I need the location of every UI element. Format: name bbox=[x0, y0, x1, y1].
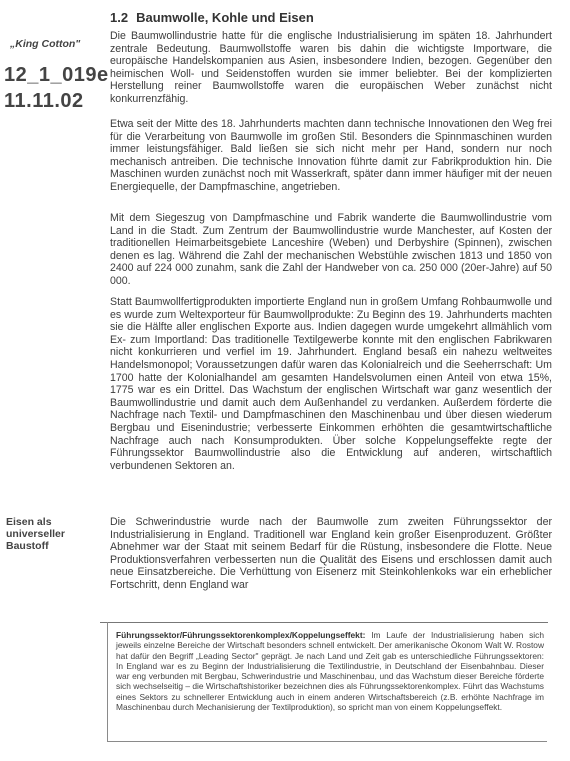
paragraph-2: Etwa seit der Mitte des 18. Jahrhunderts machten dann technische Innovationen den Weg frei für die Verarbeitung von Baumwolle im großen Stil. Besonders die Spinnmaschinen wurden immer leistungsfähiger. Bald ließen sie sich nicht mehr per Hand, sondern nur noch mechanisch antreiben. Die technische Innovation führte damit zur Fabrikproduktion hin. Die Maschinen wurden zunächst noch mit Wasserkraft, später dann immer häufiger mit der neuen Energiequelle, der Dampfmaschine, angetrieben. bbox=[110, 118, 552, 193]
stamp-code: 12_1_019e bbox=[4, 64, 109, 86]
section-number: 1.2 bbox=[110, 10, 129, 25]
definition-box-text bbox=[116, 630, 544, 712]
margin-note-eisen-line-2: universeller bbox=[6, 528, 65, 540]
margin-note-eisen-line-3: Baustoff bbox=[6, 540, 49, 552]
section-title: Baumwolle, Kohle und Eisen bbox=[136, 10, 314, 25]
margin-note-eisen-line-1: Eisen als bbox=[6, 516, 52, 528]
paragraph-4: Statt Baumwollfertigprodukten importierte England nun in großem Umfang Rohbaumwolle und es wurde zum Weltexporteur für Baumwollprodukte: Zu Beginn des 19. Jahrhunderts machten sie die Hälfte aller englischen Exporte aus. Indien dagegen wurde umgekehrt allmählich vom Ex- zum Importland: Das traditionelle Textilgewerbe konnte mit den englischen Fabrikwaren nicht konkurrieren und verfiel im 19. Jahrhundert. England besaß ein nahezu weltweites Handelsmonopol; Voraussetzungen dafür waren das Kolonialreich und die Seeherrschaft: Um 1700 hatte der Kolonialhandel am gesamten Handelsvolumen einen Anteil von etwa 15%, 1775 war es ein Drittel. Das Wachstum der englischen Wirtschaft war ganz wesentlich der Baumwollindustrie und damit auch dem Außenhandel zu verdanken. Außerdem förderte die Nachfrage nach Textil- und Dampfmaschinen den Maschinenbau und über diesen wiederum Bergbau und Eisenindustrie; verbesserte Einkommen erhöhten die gesamtwirtschaftliche Nachfrage auch nach Konsumprodukten. Über solche Koppelungseffekte regte der Führungssektor Baumwollindustrie also die Entwicklung auf anderen, wirtschaftlich verbundenen Sektoren an. bbox=[110, 296, 552, 472]
paragraph-3: Mit dem Siegeszug von Dampfmaschine und Fabrik wanderte die Baumwollindustrie vom Land in die Stadt. Zum Zentrum der Baumwollindustrie wurde Manchester, auf Kosten der traditionellen Heimarbeitsgebiete Lanceshire (Weben) und Derbyshire (Spinnen), zwischen denen es lag. Während die Zahl der mechanischen Webstühle zwischen 1813 und 1850 von 2400 auf 224 000 zunahm, sank die Zahl der Handweber von ca. 250 000 (20er-Jahre) auf 50 000. bbox=[110, 212, 552, 287]
stamp-date: 11.11.02 bbox=[4, 90, 84, 112]
margin-note-king-cotton: „King Cotton" bbox=[10, 38, 81, 50]
margin-note-eisen bbox=[6, 516, 65, 552]
definition-body: Im Laufe der Industrialisierung haben sich jeweils einzelne Bereiche der Wirtschaft besonders schnell entwickelt. Der amerikanische Ökonom Walt W. Rostow hat dafür den Begriff „Leading Sector" geprägt. Je nach Land und Zeit gab es unterschiedliche Führungssektoren: In England war es zu Beginn der Industrialisierung die Textilindustrie, in Deutschland der Eisenbahnbau. Dieser war eng verbunden mit Bergbau, Schwerindustrie und Maschinenbau, und das Wachstum dieser Bereiche förderte sich wechselseitig – die Wirtschaftshistoriker bezeichnen dies als Führungssektorenkomplex. Führt das Wachstums eines Sektors zu schnellerer Entwicklung auch in einem anderen Wirtschaftsbereich (z.B. erhöhte Nachfrage im Maschinenbau durch Mechanisierung der Textilproduktion), so spricht man von einem Koppelungseffekt. bbox=[116, 630, 545, 713]
definition-term: Führungssektor/Führungssektorenkomplex/Koppelungseffekt: bbox=[116, 630, 366, 640]
section-heading bbox=[110, 10, 314, 25]
paragraph-5: Die Schwerindustrie wurde nach der Baumwolle zum zweiten Führungssektor der Industrialisierung in England. Traditionell war England kein großer Eisenproduzent. Größter Abnehmer war der Staat mit seinem Bedarf für die Rüstung, insbesondere die Flotte. Neue Produktionsverfahren verbesserten nun die Qualität des Eisens und erschlossen damit auch neue Einsatzbereiche. Die Verhüttung von Eisenerz mit Steinkohlenkoks war ein erheblicher Fortschritt, denn England war bbox=[110, 516, 552, 591]
paragraph-1: Die Baumwollindustrie hatte für die englische Industrialisierung im späten 18. Jahrhundert zentrale Bedeutung. Baumwollstoffe waren bis dahin die wichtigste Importware, die europäische Handelskompanien aus Asien, insbesondere Indien, bezogen. Gegenüber den heimischen Woll- und Seidenstoffen wurden sie immer beliebter. Bei der komplizierten Herstellung reiner Baumwollstoffe waren die europäischen Weber zunächst nicht konkurrenzfähig. bbox=[110, 30, 552, 105]
